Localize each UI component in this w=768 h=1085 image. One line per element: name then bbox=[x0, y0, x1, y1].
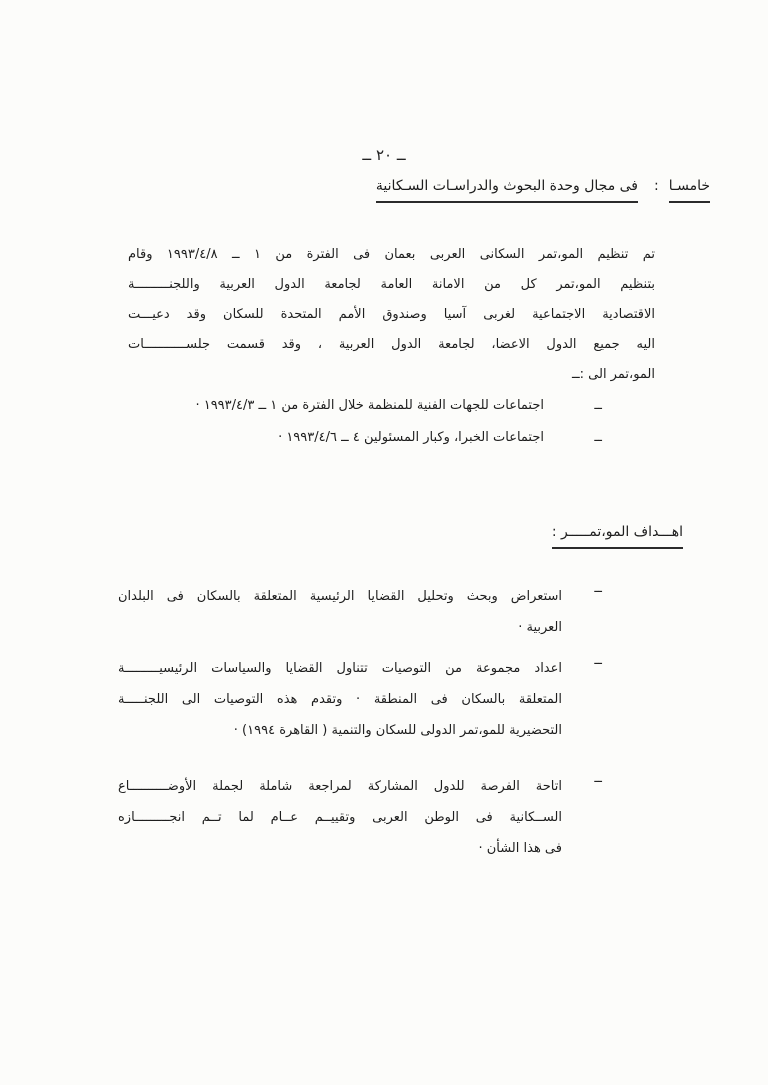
section-title: فى مجال وحدة البحوث والدراسـات السـكانية bbox=[376, 178, 638, 203]
objectives-heading-text: اهـــداف المو،تمـــــر : bbox=[552, 524, 683, 549]
paragraph-line: اليه جميع الدول الاعضا، لجامعة الدول العربية ، وقد قسمت جلســـــــــــات bbox=[128, 337, 655, 352]
objective-line: اعداد مجموعة من التوصيات تتناول القضايا والسياسات الرئيسيـــــــــة bbox=[118, 661, 562, 676]
session-bullet bbox=[195, 390, 602, 422]
bullet-dash-icon: ــ bbox=[594, 771, 602, 786]
objective-line: التحضيرية للمو،تمر الدولى للسكان والتنمية ( القاهرة ١٩٩٤) · bbox=[233, 723, 562, 738]
intro-paragraph bbox=[128, 240, 655, 390]
paragraph-line: المو،تمر الى :ــ bbox=[572, 367, 655, 382]
objectives-heading bbox=[552, 524, 683, 540]
bullet-dash-icon: ــ bbox=[594, 430, 602, 445]
objective-line: المتعلقة بالسكان فى المنطقة · وتقدم هذه التوصيات الى اللجنـــــة bbox=[118, 692, 562, 707]
paragraph-line: بتنظيم المو،تمر كل من الامانة العامة لجامعة الدول العربية واللجنـــــــــة bbox=[128, 277, 655, 292]
section-heading bbox=[376, 178, 710, 203]
objective-line: اتاحة الفرصة للدول المشاركة لمراجعة شاملة لجملة الأوضــــــــــاع bbox=[118, 779, 562, 794]
paragraph-line: تم تنظيم المو،تمر السكانى العربى بعمان فى الفترة من ١ ــ ١٩٩٣/٤/٨ وقام bbox=[128, 247, 655, 262]
session-bullet-text: اجتماعات الخبرا، وكبار المسئولين ٤ ــ ١٩٩٣/٤/٦ · bbox=[278, 430, 544, 445]
page-number: ــ ٢٠ ــ bbox=[362, 146, 406, 164]
objective-item bbox=[118, 653, 602, 746]
paragraph-line: الاقتصادية الاجتماعية لغربى آسيا وصندوق الأمم المتحدة للسكان وقد دعيـــت bbox=[128, 307, 655, 322]
objective-line: العربية · bbox=[518, 620, 562, 635]
section-colon: : bbox=[654, 178, 659, 194]
session-bullet-text: اجتماعات للجهات الفنية للمنظمة خلال الفترة من ١ ــ ١٩٩٣/٤/٣ · bbox=[195, 398, 544, 413]
objective-text bbox=[118, 771, 562, 864]
bullet-dash-icon: ــ bbox=[594, 398, 602, 413]
bullet-dash-icon: ــ bbox=[594, 581, 602, 596]
objective-item bbox=[118, 771, 602, 864]
session-bullet-list bbox=[195, 390, 602, 454]
objective-text bbox=[118, 581, 562, 643]
section-label: خامسـا bbox=[669, 178, 710, 203]
objective-item bbox=[118, 581, 602, 643]
bullet-dash-icon: ــ bbox=[594, 653, 602, 668]
objective-line: استعراض وبحث وتحليل القضايا الرئيسية المتعلقة بالسكان فى البلدان bbox=[118, 589, 562, 604]
session-bullet bbox=[195, 422, 602, 454]
objective-text bbox=[118, 653, 562, 746]
objective-line: الســكانية فى الوطن العربى وتقييــم عــام لما تــم انجـــــــــازه bbox=[118, 810, 562, 825]
objective-line: فى هذا الشأن · bbox=[478, 841, 562, 856]
